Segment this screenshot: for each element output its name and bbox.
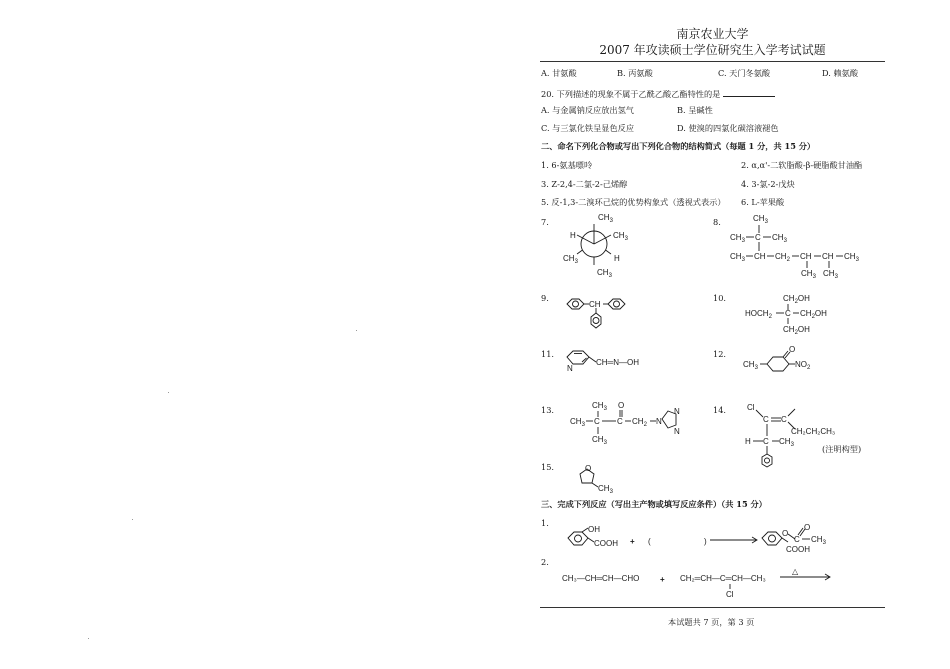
svg-text:CH3: $CH_3$ xyxy=(613,231,628,242)
branched-alkane-structure xyxy=(728,212,873,282)
scan-speck xyxy=(132,519,133,520)
svg-text:HOCH2: $HOCH_2$ xyxy=(745,309,772,320)
svg-text:CH2OH: $CH_2OH$ xyxy=(783,325,810,336)
svg-text:Cl: Cl xyxy=(747,403,755,412)
s2-number-13: 13. xyxy=(541,405,555,415)
svg-text:N: N xyxy=(674,427,680,436)
svg-text:C: C xyxy=(594,417,600,426)
svg-text:CH3: $CH_3$ xyxy=(823,269,838,280)
q20-stem-text: 20. 下列描述的现象不属于乙酰乙酸乙酯特性的是 xyxy=(541,89,721,99)
svg-text:+: + xyxy=(630,537,635,546)
section3-heading: 三、完成下列反应（写出主产物或填写反应条件）（共 15 分） xyxy=(541,499,767,509)
svg-text:C: C xyxy=(763,437,769,446)
s2-item-1: 1. 6-氨基嘌呤 xyxy=(541,160,593,170)
svg-text:C: C xyxy=(755,233,761,242)
svg-text:H: H xyxy=(614,254,620,263)
svg-text:CH3: $CH_3$ xyxy=(592,401,607,412)
s2-number-8: 8. xyxy=(713,217,721,227)
reaction-1 xyxy=(562,523,882,562)
svg-text:CH: CH xyxy=(800,252,812,261)
svg-text:N: N xyxy=(674,407,680,416)
svg-text:CH₂═CH—C═CH—CH₃: CH₂═CH—C═CH—CH₃ xyxy=(680,574,766,583)
triphenylmethane-structure xyxy=(563,295,633,335)
svg-text:CH: CH xyxy=(822,252,834,261)
s2-number-15: 15. xyxy=(541,462,555,472)
methyl-thf-structure xyxy=(575,462,635,495)
scan-speck xyxy=(356,330,357,331)
q19-option-b: B. 丙氨酸 xyxy=(617,68,653,78)
svg-text:O: O xyxy=(789,345,796,354)
svg-text:CH═N—OH: CH═N—OH xyxy=(596,358,639,367)
svg-text:O: O xyxy=(618,401,625,410)
header-rule xyxy=(540,61,885,62)
svg-text:CH3: $CH_3$ xyxy=(598,213,613,224)
svg-text:CH3: $CH_3$ xyxy=(592,435,607,446)
s2-number-9: 9. xyxy=(541,293,549,303)
footer-rule xyxy=(540,607,885,608)
svg-text:CH2OH: $CH_2OH$ xyxy=(800,309,827,320)
q20-stem xyxy=(541,88,775,98)
svg-text:COOH: COOH xyxy=(786,545,810,554)
svg-text:O: O xyxy=(585,464,592,473)
page-footer: 本试题共 7 页，第 3 页 xyxy=(668,617,755,627)
svg-text:CH3: $CH_3$ xyxy=(597,268,612,279)
svg-text:CH3: $CH_3$ xyxy=(801,269,816,280)
svg-text:N: N xyxy=(656,417,662,426)
q20-option-c: C. 与三氯化铁呈显色反应 xyxy=(541,123,635,133)
svg-text:CH3: $CH_3$ xyxy=(844,252,859,263)
s2-item-4: 4. 3-氯-2-戊炔 xyxy=(741,179,795,189)
svg-text:CH3: $CH_3$ xyxy=(779,437,794,448)
triazole-ketone-structure xyxy=(570,398,700,450)
q20-option-a: A. 与金属钠反应放出氢气 xyxy=(541,105,634,115)
nitrocyclohexanone-structure xyxy=(743,343,818,375)
svg-text:CH3: $CH_3$ xyxy=(811,535,826,546)
s3-number-1: 1. xyxy=(541,518,549,528)
svg-text:CH3: $CH_3$ xyxy=(772,233,787,244)
q19-option-d: D. 赖氨酸 xyxy=(822,68,859,78)
svg-text:CH3: $CH_3$ xyxy=(730,252,745,263)
svg-text:O: O xyxy=(782,529,789,538)
svg-text:CH3: $CH_3$ xyxy=(563,254,578,265)
section2-heading: 二、命名下列化合物或写出下列化合物的结构简式（每题 1 分，共 15 分） xyxy=(541,141,816,151)
scan-speck xyxy=(88,638,89,639)
svg-text:CH₂CH₂CH₃: CH₂CH₂CH₃ xyxy=(791,427,836,436)
svg-text:CH3: $CH_3$ xyxy=(743,360,758,371)
svg-text:CH2OH: $CH_2OH$ xyxy=(783,294,810,305)
q20-option-b: B. 呈碱性 xyxy=(677,105,713,115)
s2-item-6: 6. L-苹果酸 xyxy=(741,197,785,207)
svg-text:C: C xyxy=(794,535,800,544)
q19-option-c: C. 天门冬氨酸 xyxy=(718,68,771,78)
svg-text:Cl: Cl xyxy=(726,590,734,599)
scan-speck xyxy=(168,392,169,393)
svg-text:△: △ xyxy=(792,567,799,576)
s2-number-11: 11. xyxy=(541,349,555,359)
svg-text:C: C xyxy=(781,415,787,424)
university-title: 南京农业大学 xyxy=(676,27,749,41)
svg-text:C: C xyxy=(785,309,791,318)
newman-projection-structure xyxy=(560,210,650,280)
pyridine-oxime-structure xyxy=(563,345,673,375)
s2-number-10: 10. xyxy=(713,293,727,303)
svg-text:CH3: $CH_3$ xyxy=(570,417,585,428)
svg-text:CH3: $CH_3$ xyxy=(753,214,768,225)
exam-title: 2007 年攻读硕士学位研究生入学考试试题 xyxy=(599,43,826,57)
svg-text:H: H xyxy=(745,437,751,446)
svg-text:NO2: $NO_2$ xyxy=(795,360,811,371)
chloroalkene-structure xyxy=(745,400,875,472)
svg-text:): ) xyxy=(704,537,707,546)
svg-text:CH2: $CH_2$ xyxy=(632,417,647,428)
configuration-note: (注明构型) xyxy=(822,444,862,454)
s2-number-12: 12. xyxy=(713,349,727,359)
svg-text:COOH: COOH xyxy=(594,539,618,548)
q20-option-d: D. 使溴的四氯化碳溶液褪色 xyxy=(677,123,779,133)
svg-text:CH: CH xyxy=(754,252,766,261)
svg-text:C: C xyxy=(617,417,623,426)
svg-text:(: ( xyxy=(648,537,651,546)
q19-option-a: A. 甘氨酸 xyxy=(541,68,577,78)
svg-text:OH: OH xyxy=(588,525,600,534)
s3-number-2: 2. xyxy=(541,557,549,567)
svg-text:O: O xyxy=(804,523,811,532)
s2-item-3: 3. Z-2,4-二氯-2-己烯醇 xyxy=(541,179,628,189)
s2-number-14: 14. xyxy=(713,405,727,415)
answer-blank xyxy=(723,88,775,97)
svg-text:H: H xyxy=(570,231,576,240)
svg-text:CH: CH xyxy=(589,300,601,309)
s2-number-7: 7. xyxy=(541,217,549,227)
svg-text:CH3: $CH_3$ xyxy=(730,233,745,244)
svg-text:C: C xyxy=(763,415,769,424)
reaction-2 xyxy=(562,565,882,599)
svg-text:+: + xyxy=(660,575,665,584)
svg-text:N: N xyxy=(567,364,573,373)
pentaerythritol-structure xyxy=(745,292,835,336)
svg-text:CH2: $CH_2$ xyxy=(775,252,790,263)
s2-item-2: 2. α,α'-二软脂酸-β-硬脂酸甘油酯 xyxy=(741,160,863,170)
s2-item-5: 5. 反-1,3-二溴环己烷的优势构象式（透视式表示） xyxy=(541,197,726,207)
svg-text:CH₃—CH═CH—CHO: CH₃—CH═CH—CHO xyxy=(562,574,640,583)
svg-text:CH3: $CH_3$ xyxy=(598,484,613,495)
